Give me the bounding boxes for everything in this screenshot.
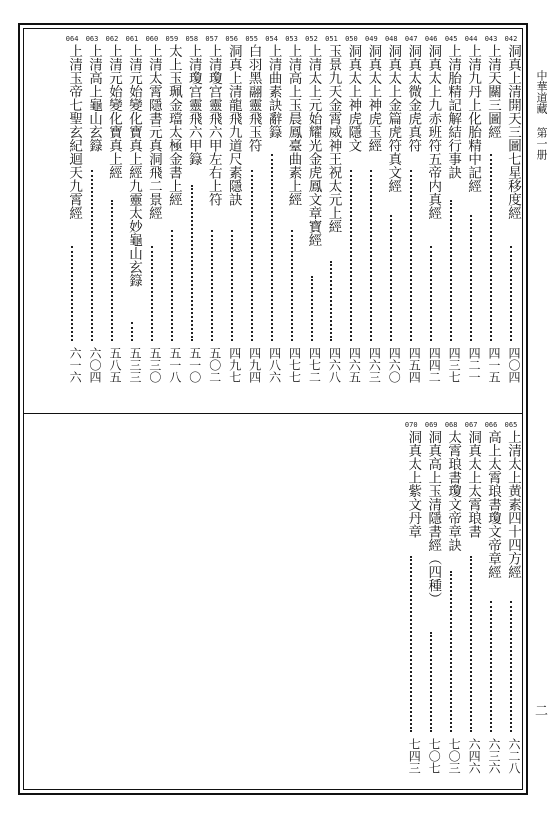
leader-dots xyxy=(450,200,454,341)
leader-dots xyxy=(71,246,75,341)
entry-page: 七四三 xyxy=(407,738,422,774)
entry-page: 六三六 xyxy=(487,738,502,774)
toc-entry[interactable] xyxy=(462,421,480,786)
section-divider xyxy=(23,413,523,414)
entry-page: 四九七 xyxy=(227,347,242,383)
leader-dots xyxy=(430,246,434,341)
toc-entry[interactable] xyxy=(223,35,241,395)
entry-page: 四六〇 xyxy=(387,347,402,383)
toc-entry[interactable] xyxy=(482,35,500,395)
entry-number: 042 xyxy=(504,35,518,43)
entry-page: 五三〇 xyxy=(147,347,162,383)
entry-title: 上清太霄隱書元真洞飛二景經 xyxy=(145,44,162,220)
entry-title: 上清高上龜山玄籙 xyxy=(86,44,103,152)
entry-title: 洞真高上玉清隱書經（四種） xyxy=(425,430,442,606)
entry-number: 052 xyxy=(305,35,318,43)
entry-title: 上清曲素訣辭籙 xyxy=(265,44,282,139)
running-header: 中華道藏 第一册 xyxy=(535,70,548,160)
entry-page: 六一六 xyxy=(68,347,83,383)
entry-number: 050 xyxy=(345,35,358,43)
toc-entry[interactable] xyxy=(442,35,460,395)
toc-entry[interactable] xyxy=(502,35,520,395)
entry-number: 070 xyxy=(404,421,418,429)
entry-title: 洞真上清開天三圖七星移度經 xyxy=(505,44,521,220)
entry-title: 上清瓊宫靈飛六甲左右上符 xyxy=(205,44,222,206)
entry-title: 洞真太上紫文丹章 xyxy=(405,430,422,538)
entry-page: 四三七 xyxy=(447,347,462,383)
leader-dots xyxy=(330,261,334,341)
entry-number: 043 xyxy=(484,35,498,43)
entry-page: 四一五 xyxy=(487,347,502,383)
leader-dots xyxy=(510,601,514,732)
entry-title: 上清玉帝七聖玄紀迴天九霄經 xyxy=(66,44,83,220)
entry-number: 047 xyxy=(404,35,418,43)
entry-title: 洞真太上金篇虎符真文經 xyxy=(385,44,402,193)
entry-number: 063 xyxy=(85,35,99,43)
leader-dots xyxy=(510,246,514,341)
entry-number: 062 xyxy=(105,35,119,43)
toc-entry[interactable] xyxy=(203,35,221,395)
entry-page: 七〇三 xyxy=(447,738,462,774)
page-number: 二 xyxy=(535,704,549,719)
toc-entry[interactable] xyxy=(442,421,460,786)
leader-dots xyxy=(430,632,434,732)
toc-entry[interactable] xyxy=(183,35,201,395)
entry-page: 四七二 xyxy=(307,347,322,383)
leader-dots xyxy=(151,246,155,341)
entry-number: 048 xyxy=(384,35,398,43)
entry-title: 太霄琅書瓊文帝章訣 xyxy=(445,430,462,552)
entry-title: 上清瓊宫靈飛六甲籙 xyxy=(185,44,202,166)
entry-title: 高上太霄琅書瓊文帝章經 xyxy=(485,430,502,579)
entry-number: 061 xyxy=(125,35,139,43)
entry-page: 四六八 xyxy=(327,347,342,383)
leader-dots xyxy=(450,571,454,732)
entry-title: 上清胎精記解結行事訣 xyxy=(445,44,462,179)
toc-entry[interactable] xyxy=(422,35,440,395)
entry-number: 051 xyxy=(325,35,338,43)
entry-number: 053 xyxy=(285,35,298,43)
entry-number: 067 xyxy=(464,421,478,429)
toc-entry[interactable] xyxy=(103,35,121,395)
toc-entry[interactable] xyxy=(402,35,420,395)
leader-dots xyxy=(370,170,374,341)
entry-title: 洞真太上太霄琅書 xyxy=(465,430,482,538)
entry-number: 059 xyxy=(165,35,179,43)
entry-title: 洞真太上九赤班符五帝内真經 xyxy=(425,44,442,220)
leader-dots xyxy=(390,215,394,341)
entry-page: 六四六 xyxy=(467,738,482,774)
entry-number: 057 xyxy=(205,35,219,43)
toc-entry[interactable] xyxy=(143,35,161,395)
entry-title: 太上玉珮金璫太極金書上經 xyxy=(165,44,182,206)
toc-entry[interactable] xyxy=(123,35,141,395)
leader-dots xyxy=(131,322,135,341)
entry-number: 055 xyxy=(245,35,258,43)
leader-dots xyxy=(410,556,414,732)
entry-number: 058 xyxy=(185,35,199,43)
toc-entry[interactable] xyxy=(402,421,420,786)
entry-title: 上清高上玉晨鳳臺曲素上經 xyxy=(285,44,302,206)
entry-title: 上清元始變化寶真上經九靈太妙龜山玄籙 xyxy=(125,44,142,287)
toc-entry[interactable] xyxy=(382,35,400,395)
entry-page: 四〇四 xyxy=(507,347,521,383)
entry-page: 四七七 xyxy=(287,347,302,383)
entry-title: 上清天關三圖經 xyxy=(485,44,502,139)
leader-dots xyxy=(231,230,235,341)
leader-dots xyxy=(490,601,494,732)
entry-page: 五八五 xyxy=(108,347,122,383)
leader-dots xyxy=(490,154,494,341)
entry-page: 四六三 xyxy=(367,347,382,383)
toc-entry[interactable] xyxy=(482,421,500,786)
leader-dots xyxy=(410,170,414,341)
toc-entry[interactable] xyxy=(83,35,101,395)
entry-number: 068 xyxy=(444,421,458,429)
toc-entry[interactable] xyxy=(163,35,181,395)
entry-title: 上清元始變化寶真上經 xyxy=(106,44,122,179)
entry-number: 065 xyxy=(504,421,518,429)
entry-number: 045 xyxy=(444,35,458,43)
toc-entry[interactable] xyxy=(502,421,520,786)
entry-number: 046 xyxy=(424,35,438,43)
entry-page: 六〇四 xyxy=(88,347,103,383)
entry-page: 七〇七 xyxy=(427,738,442,774)
leader-dots xyxy=(191,185,195,341)
toc-entry[interactable] xyxy=(462,35,480,395)
leader-dots xyxy=(350,170,354,341)
entry-page: 五一八 xyxy=(167,347,182,383)
entry-page: 四二一 xyxy=(467,347,482,383)
leader-dots xyxy=(171,230,175,341)
entry-number: 044 xyxy=(464,35,478,43)
entry-number: 069 xyxy=(424,421,438,429)
entry-page: 五三三 xyxy=(127,347,142,383)
leader-dots xyxy=(470,215,474,341)
entry-title: 洞真太上神虎隱文 xyxy=(345,44,362,152)
toc-entry[interactable] xyxy=(422,421,440,786)
entry-number: 056 xyxy=(225,35,239,43)
toc-entry[interactable] xyxy=(362,35,380,395)
entry-number: 060 xyxy=(145,35,159,43)
entry-title: 上清太上黄素四十四方經 xyxy=(505,430,521,579)
entry-page: 四八六 xyxy=(267,347,282,383)
entry-number: 066 xyxy=(484,421,498,429)
entry-title: 白羽黑翮靈飛玉符 xyxy=(245,44,262,152)
entry-page: 四四二 xyxy=(427,347,442,383)
entry-page: 五〇二 xyxy=(207,347,222,383)
toc-entry[interactable] xyxy=(303,35,321,395)
entry-number: 054 xyxy=(265,35,278,43)
leader-dots xyxy=(291,230,295,341)
toc-entry[interactable] xyxy=(243,35,261,395)
entry-number: 049 xyxy=(365,35,378,43)
entry-number: 064 xyxy=(65,35,79,43)
leader-dots xyxy=(91,170,95,341)
toc-entry[interactable] xyxy=(63,35,81,395)
entry-page: 四六五 xyxy=(347,347,362,383)
leader-dots xyxy=(211,230,215,341)
toc-entry[interactable] xyxy=(342,35,360,395)
entry-title: 洞真上清龍飛九道尺素隱訣 xyxy=(225,44,242,206)
leader-dots xyxy=(271,154,275,341)
leader-dots xyxy=(111,200,115,341)
entry-title: 上清九丹上化胎精中記經 xyxy=(465,44,482,193)
leader-dots xyxy=(251,170,255,341)
entry-title: 洞真太上神虎玉經 xyxy=(365,44,382,152)
entry-title: 玉景九天金霄威神王祝太元上經 xyxy=(325,44,342,233)
leader-dots xyxy=(311,276,315,341)
leader-dots xyxy=(470,556,474,732)
entry-title: 洞真太微金虎真符 xyxy=(405,44,422,152)
entry-page: 五一〇 xyxy=(187,347,202,383)
entry-page: 四九四 xyxy=(247,347,262,383)
entry-page: 六二八 xyxy=(507,738,521,774)
entry-page: 四五四 xyxy=(407,347,422,383)
toc-entry[interactable] xyxy=(283,35,301,395)
toc-entry[interactable] xyxy=(322,35,340,395)
entry-title: 上清太上元始耀光金虎鳳文章寶經 xyxy=(305,44,322,247)
toc-entry[interactable] xyxy=(263,35,281,395)
